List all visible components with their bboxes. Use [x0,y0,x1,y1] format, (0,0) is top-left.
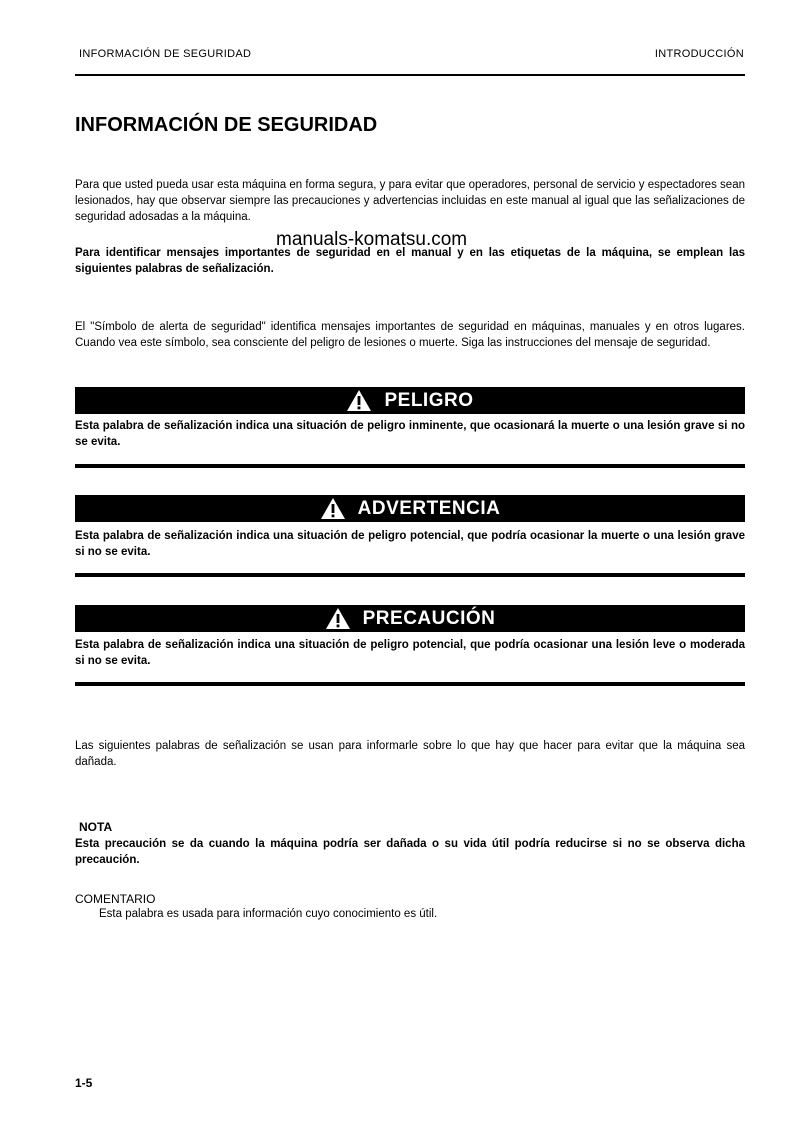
warning-divider [75,573,745,577]
nota-text: Esta precaución se da cuando la máquina podría ser dañada o su vida útil podría reducirse si no se observa dicha precaución. [75,838,745,866]
danger-divider [75,464,745,468]
watermark: manuals-komatsu.com [276,229,468,250]
warning-description: Esta palabra de señalización indica una situación de peligro potencial, que podría ocasionar la muerte o una lesión grave si no se evita. [75,530,745,558]
comentario-label: COMENTARIO [75,892,156,906]
warning-triangle-icon [325,607,351,630]
danger-label: PELIGRO [384,389,474,411]
caution-label: PRECAUCIÓN [362,607,496,629]
intro-paragraph: Para que usted pueda usar esta máquina en forma segura, y para evitar que operadores, personal de servicio y espectadores sean lesionados, hay que observar siempre las precauciones y advertencias incluidas en este manual al igual que las señalizaciones de seguridad adosadas a la máquina. [75,179,745,223]
comentario-text: Esta palabra es usada para información cuyo conocimiento es útil. [99,908,438,920]
nota-label: NOTA [79,820,113,834]
page-number: 1-5 [75,1076,93,1090]
signal-words-paragraph: Para identificar mensajes importantes de seguridad en el manual y en las etiquetas de la máquina, se emplean las siguientes palabras de señalización. [75,247,745,275]
damage-paragraph: Las siguientes palabras de señalización se usan para informarle sobre lo que hay que hacer para evitar que la máquina sea dañada. [75,740,745,768]
danger-description: Esta palabra de señalización indica una situación de peligro inminente, que ocasionará la muerte o una lesión grave si no se evita. [75,420,745,448]
warning-banner [75,495,745,522]
danger-banner [75,387,745,414]
caution-description: Esta palabra de señalización indica una situación de peligro potencial, que podría ocasionar una lesión leve o moderada si no se evita. [75,639,745,667]
page-title: INFORMACIÓN DE SEGURIDAD [75,114,378,136]
caution-divider [75,682,745,686]
alert-symbol-paragraph: El "Símbolo de alerta de seguridad" identifica mensajes importantes de seguridad en máquinas, manuales y en otros lugares. Cuando vea este símbolo, sea consciente del peligro de lesiones o muerte. Siga las instrucciones del mensaje de seguridad. [75,321,745,349]
header-section-left: INFORMACIÓN DE SEGURIDAD [79,48,252,60]
header-section-right: INTRODUCCIÓN [654,48,744,60]
caution-banner [75,605,745,632]
warning-triangle-icon [320,497,346,520]
warning-label: ADVERTENCIA [357,497,501,519]
warning-triangle-icon [346,389,372,412]
header-divider [75,74,745,76]
